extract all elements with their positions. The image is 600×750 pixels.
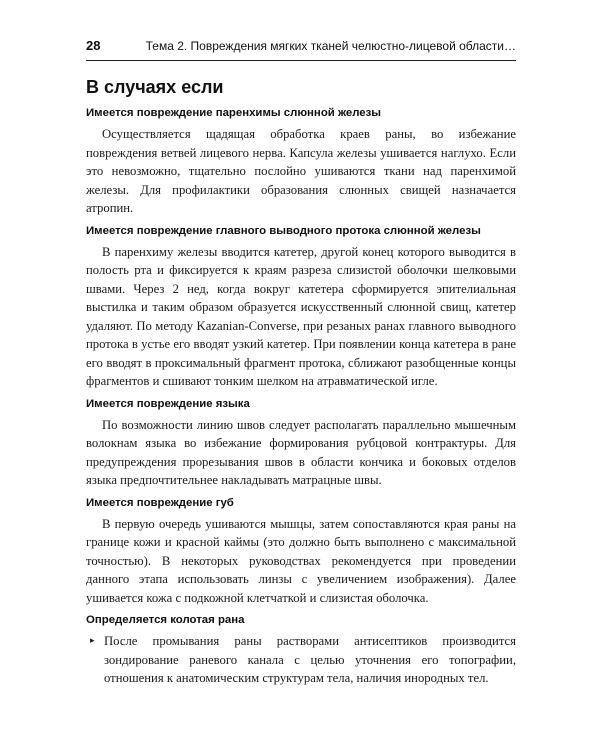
bullet-text: После промывания раны растворами антисептиков производится зондирование раневого канала с целью уточнения его топографии, отношения к анатомическим структурам тела, наличия инородных тел. — [104, 634, 516, 685]
running-header — [86, 38, 516, 56]
paragraph: В паренхиму железы вводится катетер, другой конец которого выводится в полость рта и фиксируется к краям разреза слизистой оболочки шелковыми швами. Через 2 нед, когда вокруг катетера сформируется эпителиальная выстилка и таким образом образуется искусственный слюнной свищ, катетер удаляют. По методу Kazanian-Converse, при резаных ранах главного выводного протока в устье его вводят узкий катетер. При появлении конца катетера в ране его вводят в проксимальный фрагмент протока, сближают разобщенные концы фрагментов и сшивают тонким шелком на атравматической игле. — [86, 244, 516, 388]
subheading: Определяется колотая рана — [86, 614, 245, 626]
paragraph: В первую очередь ушиваются мышцы, затем сопоставляются края раны на границе кожи и красной каймы (это должно быть выполнено с максимальной точностью). В некоторых руководствах рекомендуется при проведении данного этапа использовать линзы с увеличением изображения). Далее ушивается кожа с подкожной клетчаткой и слизистая оболочка. — [86, 516, 516, 605]
subheading: Имеется повреждение губ — [86, 496, 234, 509]
section-lips — [86, 495, 516, 608]
section-puncture-wound — [86, 612, 516, 688]
header-divider — [86, 60, 516, 61]
subheading: Имеется повреждение языка — [86, 397, 250, 410]
running-title: Тема 2. Повреждения мягких тканей челюстно-лицевой области… — [145, 39, 516, 53]
section-title: В случаях если — [86, 77, 224, 97]
page-number: 28 — [86, 38, 101, 53]
bullet-triangle-icon: ▸ — [90, 636, 95, 646]
section-salivary-parenchyma — [86, 105, 516, 218]
page-content — [86, 76, 516, 688]
subheading: Имеется повреждение главного выводного протока слюнной железы — [86, 224, 481, 237]
bullet-item — [86, 632, 516, 688]
section-tongue — [86, 396, 516, 490]
paragraph: Осуществляется щадящая обработка краев раны, во избежание повреждения ветвей лицевого нерва. Капсула железы ушивается наглухо. Если это невозможно, тщательно послойно ушиваются ткани над паренхимой железы. Для профилактики образования слюнных свищей назначается атропин. — [86, 127, 516, 215]
section-salivary-duct — [86, 223, 516, 391]
paragraph: По возможности линию швов следует располагать параллельно мышечным волокнам языка во избежание формирования рубцовой контрактуры. Для предупреждения прорезывания швов в области кончика и боковых отделов языка предпочтительнее накладывать матрацные швы. — [86, 417, 516, 487]
subheading: Имеется повреждение паренхимы слюнной железы — [86, 107, 382, 119]
